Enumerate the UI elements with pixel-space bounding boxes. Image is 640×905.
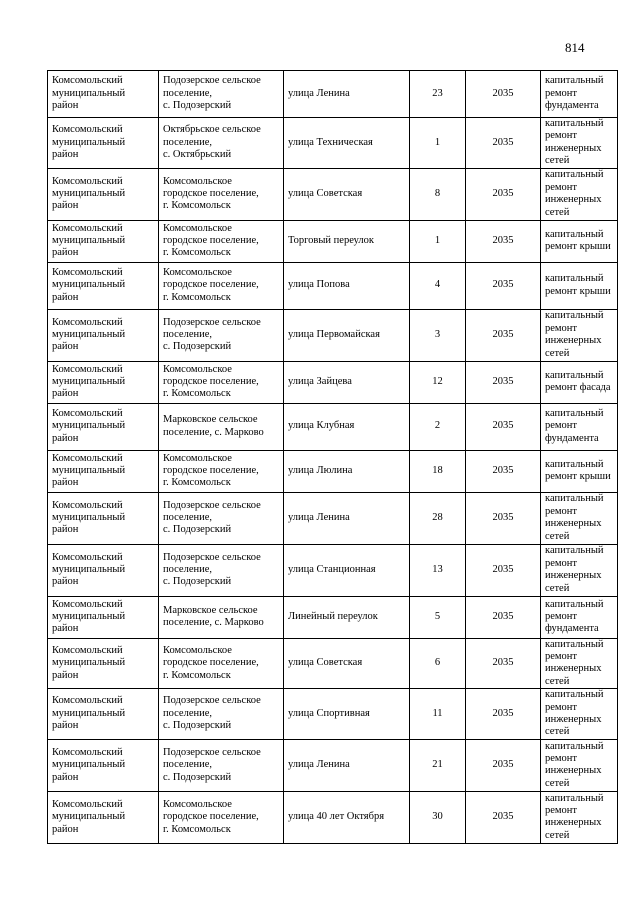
settlement-cell [159,220,284,262]
work-type-cell [541,262,618,309]
work-type-cell [541,544,618,596]
house-number-text: 1 [434,136,441,148]
house-number-text: 21 [432,759,443,771]
year-cell [466,361,541,403]
house-number-text: 5 [434,610,441,622]
settlement-cell [159,739,284,791]
house-number-cell [410,168,466,220]
work-type-cell [541,450,618,492]
street-cell [284,689,410,740]
street-cell [284,168,410,220]
settlement-cell [159,689,284,740]
year-text: 2035 [492,610,514,622]
house-number-cell [410,118,466,169]
district-text: Комсомольский муниципальный район [52,551,126,588]
work-type-cell [541,791,618,843]
street-text: улица Советская [288,657,363,669]
settlement-text: Комсомольское городское поселение, г. Комсомольск [163,644,259,681]
street-text: Линейный переулок [288,610,378,622]
street-cell [284,262,410,309]
year-cell [466,638,541,689]
district-text: Комсомольский муниципальный район [52,798,126,835]
district-cell [48,118,159,169]
house-number-cell [410,450,466,492]
house-number-cell [410,71,466,118]
year-text: 2035 [492,657,514,669]
settlement-text: Подозерское сельское поселение, с. Подозерский [163,499,261,536]
settlement-text: Подозерское сельское поселение, с. Подозерский [163,316,261,353]
settlement-cell [159,361,284,403]
year-text: 2035 [492,187,514,199]
settlement-text: Подозерское сельское поселение, с. Подозерский [163,695,261,732]
year-text: 2035 [492,279,514,291]
settlement-cell [159,262,284,309]
housing-repair-table [47,70,618,844]
district-cell [48,361,159,403]
settlement-text: Комсомольское городское поселение, г. Комсомольск [163,798,259,835]
district-cell [48,168,159,220]
year-cell [466,118,541,169]
settlement-text: Комсомольское городское поселение, г. Комсомольск [163,267,259,303]
table-row [48,168,618,220]
year-text: 2035 [492,87,514,99]
settlement-cell [159,71,284,118]
house-number-text: 12 [432,375,443,387]
work-type-cell [541,220,618,262]
house-number-text: 3 [434,328,441,340]
work-type-cell [541,168,618,220]
street-cell [284,791,410,843]
street-cell [284,544,410,596]
year-text: 2035 [492,563,514,575]
district-text: Комсомольский муниципальный район [52,222,126,259]
house-number-cell [410,689,466,740]
table-row [48,492,618,544]
settlement-cell [159,118,284,169]
street-cell [284,71,410,118]
street-text: улица Станционная [288,563,376,575]
house-number-cell [410,262,466,309]
district-text: Комсомольский муниципальный район [52,746,126,783]
year-text: 2035 [492,420,514,432]
district-cell [48,262,159,309]
year-cell [466,450,541,492]
work-type-text: капитальный ремонт инженерных сетей [545,310,604,359]
year-text: 2035 [492,511,514,523]
street-text: улица Советская [288,187,363,199]
house-number-text: 18 [432,464,443,476]
house-number-cell [410,403,466,450]
street-text: улица Люлина [288,464,353,476]
table-body [48,71,618,844]
street-text: улица 40 лет Октября [288,811,385,823]
house-number-text: 23 [432,87,443,99]
house-number-cell [410,739,466,791]
district-text: Комсомольский муниципальный район [52,124,126,161]
year-text: 2035 [492,328,514,340]
work-type-text: капитальный ремонт крыши [545,458,611,483]
work-type-text: капитальный ремонт фундамента [545,408,604,444]
street-text: улица Первомайская [288,328,380,340]
house-number-cell [410,220,466,262]
table-row [48,220,618,262]
street-cell [284,309,410,361]
table-row [48,544,618,596]
year-text: 2035 [492,707,514,719]
street-text: улица Ленина [288,87,350,99]
district-cell [48,689,159,740]
house-number-cell [410,596,466,638]
street-cell [284,118,410,169]
street-text: улица Спортивная [288,707,370,719]
street-text: улица Техническая [288,136,373,148]
year-cell [466,596,541,638]
page-number: 814 [565,40,585,55]
street-text: Торговый переулок [288,234,374,246]
district-text: Комсомольский муниципальный район [52,267,126,303]
district-cell [48,220,159,262]
district-text: Комсомольский муниципальный район [52,695,126,732]
year-cell [466,544,541,596]
table-row [48,403,618,450]
house-number-text: 13 [432,563,443,575]
work-type-text: капитальный ремонт инженерных сетей [545,689,604,738]
year-text: 2035 [492,375,514,387]
table-row [48,450,618,492]
district-text: Комсомольский муниципальный район [52,363,126,400]
settlement-text: Марковское сельское поселение, с. Марково [163,604,264,629]
district-cell [48,450,159,492]
work-type-text: капитальный ремонт крыши [545,273,611,297]
settlement-cell [159,309,284,361]
settlement-text: Подозерское сельское поселение, с. Подозерский [163,746,261,783]
year-text: 2035 [492,136,514,148]
street-cell [284,492,410,544]
settlement-cell [159,791,284,843]
work-type-cell [541,492,618,544]
table-row [48,361,618,403]
settlement-cell [159,544,284,596]
year-text: 2035 [492,811,514,823]
settlement-cell [159,638,284,689]
work-type-text: капитальный ремонт инженерных сетей [545,792,604,841]
year-text: 2035 [492,234,514,246]
street-text: улица Клубная [288,420,355,432]
work-type-cell [541,739,618,791]
settlement-cell [159,596,284,638]
table-row [48,309,618,361]
work-type-cell [541,403,618,450]
table-row [48,71,618,118]
district-text: Комсомольский муниципальный район [52,75,126,112]
house-number-cell [410,361,466,403]
year-cell [466,791,541,843]
work-type-text: капитальный ремонт инженерных сетей [545,545,604,594]
house-number-cell [410,791,466,843]
work-type-cell [541,361,618,403]
settlement-cell [159,168,284,220]
table-row [48,638,618,689]
work-type-text: капитальный ремонт инженерных сетей [545,638,604,687]
settlement-text: Октябрьское сельское поселение, с. Октябрьский [163,124,261,161]
work-type-text: капитальный ремонт фасада [545,369,611,394]
house-number-text: 6 [434,657,441,669]
settlement-text: Подозерское сельское поселение, с. Подозерский [163,75,261,112]
year-cell [466,403,541,450]
district-text: Комсомольский муниципальный район [52,175,126,212]
house-number-cell [410,544,466,596]
district-text: Комсомольский муниципальный район [52,598,126,635]
work-type-cell [541,638,618,689]
district-text: Комсомольский муниципальный район [52,452,126,489]
house-number-text: 30 [432,811,443,823]
settlement-text: Комсомольское городское поселение, г. Комсомольск [163,452,259,489]
year-cell [466,492,541,544]
street-text: улица Ленина [288,759,350,771]
district-cell [48,638,159,689]
table-row [48,791,618,843]
district-cell [48,596,159,638]
year-cell [466,689,541,740]
year-cell [466,309,541,361]
work-type-cell [541,71,618,118]
settlement-text: Марковское сельское поселение, с. Марково [163,414,264,438]
year-text: 2035 [492,759,514,771]
house-number-cell [410,309,466,361]
settlement-text: Комсомольское городское поселение, г. Комсомольск [163,363,259,400]
work-type-text: капитальный ремонт фундамента [545,75,604,112]
settlement-cell [159,492,284,544]
district-cell [48,309,159,361]
work-type-cell [541,309,618,361]
settlement-text: Комсомольское городское поселение, г. Комсомольск [163,222,259,259]
work-type-text: капитальный ремонт инженерных сетей [545,118,604,167]
district-text: Комсомольский муниципальный район [52,644,126,681]
house-number-text: 2 [434,420,441,432]
district-text: Комсомольский муниципальный район [52,408,126,444]
table-row [48,262,618,309]
year-cell [466,262,541,309]
street-text: улица Зайцева [288,375,352,387]
street-cell [284,638,410,689]
table-row [48,118,618,169]
district-cell [48,791,159,843]
settlement-text: Комсомольское городское поселение, г. Комсомольск [163,175,259,212]
house-number-text: 8 [434,187,441,199]
district-cell [48,544,159,596]
year-cell [466,220,541,262]
house-number-text: 11 [432,707,443,719]
work-type-cell [541,118,618,169]
year-cell [466,71,541,118]
work-type-text: капитальный ремонт крыши [545,228,611,253]
work-type-text: капитальный ремонт фундамента [545,598,604,635]
street-cell [284,361,410,403]
table-row [48,689,618,740]
street-text: улица Ленина [288,511,350,523]
settlement-cell [159,403,284,450]
work-type-cell [541,596,618,638]
settlement-cell [159,450,284,492]
district-cell [48,71,159,118]
street-cell [284,596,410,638]
year-text: 2035 [492,464,514,476]
street-cell [284,739,410,791]
table-row [48,596,618,638]
district-text: Комсомольский муниципальный район [52,499,126,536]
street-text: улица Попова [288,279,350,291]
district-cell [48,492,159,544]
work-type-cell [541,689,618,740]
work-type-text: капитальный ремонт инженерных сетей [545,740,604,789]
street-cell [284,450,410,492]
year-cell [466,168,541,220]
street-cell [284,220,410,262]
house-number-text: 1 [434,234,441,246]
district-cell [48,403,159,450]
house-number-text: 4 [434,279,441,291]
settlement-text: Подозерское сельское поселение, с. Подозерский [163,551,261,588]
table-row [48,739,618,791]
district-cell [48,739,159,791]
house-number-cell [410,492,466,544]
house-number-cell [410,638,466,689]
house-number-text: 28 [432,511,443,523]
work-type-text: капитальный ремонт инженерных сетей [545,493,604,542]
year-cell [466,739,541,791]
work-type-text: капитальный ремонт инженерных сетей [545,169,604,218]
district-text: Комсомольский муниципальный район [52,316,126,353]
street-cell [284,403,410,450]
